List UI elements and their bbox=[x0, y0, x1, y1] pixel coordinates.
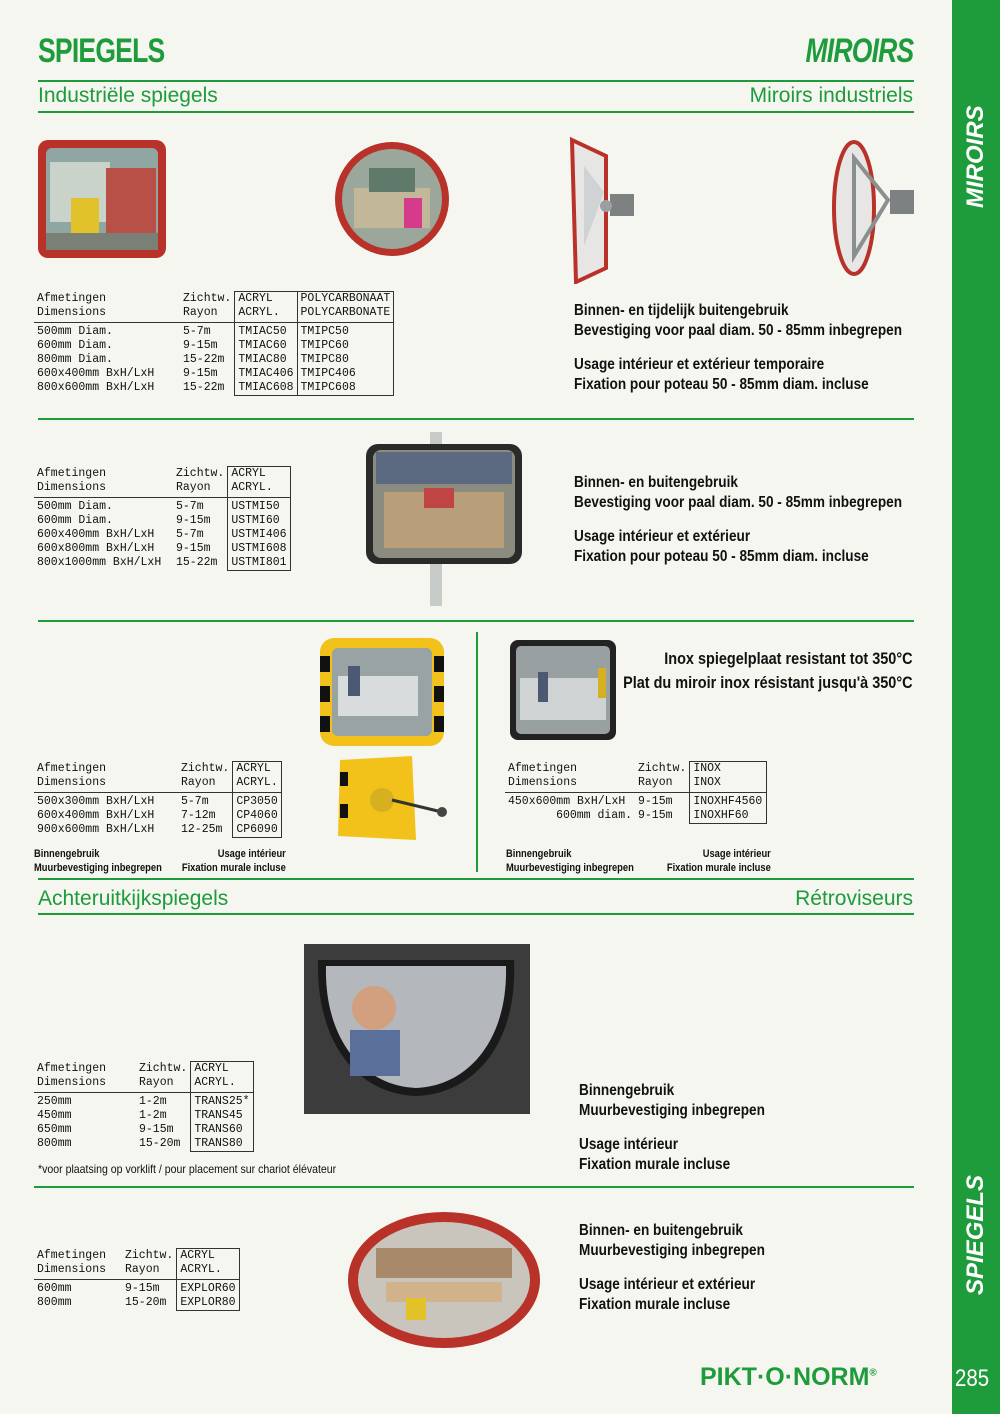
description-line: Fixation pour poteau 50 - 85mm diam. incluse bbox=[574, 376, 869, 393]
header-range-nl: Zichtw. bbox=[139, 1061, 188, 1075]
table-row bbox=[34, 1109, 253, 1123]
header-acryl-nl: ACRYL bbox=[194, 1062, 229, 1075]
page-title-fr: MIROIRS bbox=[805, 32, 913, 70]
description-line: Bevestiging voor paal diam. 50 - 85mm inbegrepen bbox=[574, 322, 903, 339]
cell-dimension: 250mm bbox=[37, 1095, 72, 1108]
description-line: Usage intérieur bbox=[579, 1136, 679, 1153]
header-range-fr: Rayon bbox=[176, 480, 211, 494]
product-table-industrial bbox=[34, 291, 394, 396]
cell-range: 5-7m bbox=[183, 325, 211, 338]
cell-code-acryl: TMIAC60 bbox=[235, 339, 297, 353]
pole-mirror-image bbox=[364, 432, 524, 606]
cell-dimension: 600x400mm BxH/LxH bbox=[37, 528, 155, 541]
note-line: Muurbevestiging inbegrepen bbox=[34, 862, 162, 874]
cell-range: 15-22m bbox=[176, 556, 218, 569]
cell-code-acryl: TMIAC50 bbox=[235, 323, 297, 340]
header-polycarbonate-fr: POLYCARBONATE bbox=[300, 306, 391, 319]
cell-dimension: 500mm Diam. bbox=[37, 500, 113, 513]
note-line: Fixation murale incluse bbox=[666, 862, 771, 874]
divider bbox=[38, 878, 914, 880]
table-row bbox=[34, 1137, 253, 1152]
section-title-nl: Industriële spiegels bbox=[38, 84, 218, 107]
description-line: Muurbevestiging inbegrepen bbox=[579, 1242, 765, 1259]
usage-note-fr bbox=[177, 847, 286, 875]
note-line: Binnengebruik bbox=[506, 848, 572, 860]
cell-code-acryl: TMIAC80 bbox=[235, 353, 297, 367]
cell-range: 9-15m bbox=[176, 542, 211, 555]
table-row bbox=[34, 1093, 253, 1110]
header-dimensions-fr: Dimensions bbox=[37, 1075, 107, 1089]
header-inox-fr: INOX bbox=[693, 776, 721, 789]
header-dimensions-nl: Afmetingen bbox=[37, 1061, 107, 1075]
cell-range: 15-20m bbox=[139, 1137, 181, 1150]
product-table-rearview bbox=[34, 1061, 254, 1152]
description-line: Inox spiegelplaat resistant tot 350°C bbox=[664, 649, 913, 668]
header-range-fr: Rayon bbox=[139, 1075, 174, 1089]
table-row bbox=[34, 1123, 253, 1137]
cell-range: 15-20m bbox=[125, 1296, 167, 1309]
cell-code: USTMI406 bbox=[228, 528, 290, 542]
cell-code: CP4060 bbox=[233, 809, 281, 823]
cell-code-acryl: TMIAC406 bbox=[235, 367, 297, 381]
description-line: Fixation pour poteau 50 - 85mm diam. incluse bbox=[574, 548, 869, 565]
cell-range: 15-22m bbox=[183, 353, 225, 366]
cell-dimension: 600x400mm BxH/LxH bbox=[37, 809, 155, 822]
safety-mirror-back-image bbox=[332, 752, 450, 844]
product-description bbox=[579, 1221, 765, 1315]
product-table-outdoor bbox=[34, 466, 291, 571]
header-dimensions-nl: Afmetingen bbox=[37, 466, 107, 480]
divider bbox=[38, 620, 914, 622]
table-row bbox=[34, 809, 281, 823]
cell-range: 9-15m bbox=[638, 809, 673, 822]
description-line: Usage intérieur et extérieur bbox=[579, 1276, 756, 1293]
header-acryl-fr: ACRYL. bbox=[194, 1076, 236, 1089]
usage-note-nl bbox=[506, 847, 634, 875]
divider bbox=[38, 80, 914, 82]
page-number: 285 bbox=[955, 1365, 990, 1392]
cell-code-polycarbonate: TMIPC608 bbox=[297, 381, 394, 396]
description-line: Bevestiging voor paal diam. 50 - 85mm inbegrepen bbox=[574, 494, 903, 511]
table-row bbox=[34, 353, 394, 367]
section-title-nl: Achteruitkijkspiegels bbox=[38, 887, 229, 910]
table-row bbox=[34, 1296, 239, 1311]
header-range-fr: Rayon bbox=[181, 775, 216, 789]
usage-note-fr bbox=[662, 847, 771, 875]
header-dimensions-fr: Dimensions bbox=[37, 1262, 107, 1276]
cell-code: USTMI801 bbox=[228, 556, 290, 571]
inox-mirror-image bbox=[508, 638, 618, 742]
cell-code: TRANS80 bbox=[191, 1137, 253, 1152]
table-row bbox=[34, 1280, 239, 1297]
table-row bbox=[34, 793, 281, 810]
header-range-fr: Rayon bbox=[638, 775, 673, 789]
header-dimensions-fr: Dimensions bbox=[37, 480, 107, 494]
cell-range: 9-15m bbox=[638, 795, 673, 808]
cell-dimension: 800mm bbox=[37, 1296, 72, 1309]
description-line: Usage intérieur et extérieur temporaire bbox=[574, 356, 825, 373]
cell-range: 7-12m bbox=[181, 809, 216, 822]
cell-dimension: 600x400mm BxH/LxH bbox=[37, 367, 155, 380]
product-description bbox=[579, 1081, 765, 1175]
header-dimensions-fr: Dimensions bbox=[37, 305, 107, 319]
section-title-fr: Rétroviseurs bbox=[795, 887, 913, 910]
registered-mark: ® bbox=[869, 1367, 877, 1379]
product-table-safety bbox=[34, 761, 282, 838]
page-title-nl: SPIEGELS bbox=[38, 32, 165, 70]
description-line: Fixation murale incluse bbox=[579, 1156, 731, 1173]
cell-range: 9-15m bbox=[125, 1282, 160, 1295]
header-dimensions-nl: Afmetingen bbox=[37, 761, 107, 775]
header-dimensions-nl: Afmetingen bbox=[508, 761, 578, 775]
cell-code: USTMI60 bbox=[228, 514, 290, 528]
vertical-divider bbox=[476, 632, 478, 872]
table-row bbox=[505, 793, 767, 810]
description-line: Binnen- en tijdelijk buitengebruik bbox=[574, 302, 789, 319]
note-line: Binnengebruik bbox=[34, 848, 100, 860]
cell-dimension: 800x600mm BxH/LxH bbox=[37, 381, 155, 394]
rectangular-mirror-image bbox=[36, 138, 168, 260]
table-row bbox=[34, 381, 394, 396]
cell-range: 9-15m bbox=[176, 514, 211, 527]
header-dimensions-nl: Afmetingen bbox=[37, 291, 107, 305]
table-row bbox=[34, 514, 290, 528]
description-line: Binnen- en buitengebruik bbox=[579, 1222, 743, 1239]
cell-dimension: 600mm diam. bbox=[556, 809, 632, 822]
cell-range: 9-15m bbox=[139, 1123, 174, 1136]
cell-dimension: 450mm bbox=[37, 1109, 72, 1122]
half-dome-mirror-image bbox=[304, 944, 530, 1114]
description-line: Binnen- en buitengebruik bbox=[574, 474, 738, 491]
dome-mirror-image bbox=[346, 1208, 542, 1350]
description-line: Fixation murale incluse bbox=[579, 1296, 731, 1313]
cell-dimension: 600mm Diam. bbox=[37, 514, 113, 527]
cell-range: 1-2m bbox=[139, 1095, 167, 1108]
cell-code: USTMI608 bbox=[228, 542, 290, 556]
product-table-dome bbox=[34, 1248, 240, 1311]
safety-mirror-image bbox=[318, 636, 446, 748]
cell-code: CP6090 bbox=[233, 823, 281, 838]
cell-range: 5-7m bbox=[176, 528, 204, 541]
cell-dimension: 600mm Diam. bbox=[37, 339, 113, 352]
sidebar-label-top: MIROIRS bbox=[962, 105, 989, 208]
divider bbox=[38, 418, 914, 420]
header-range-nl: Zichtw. bbox=[176, 466, 225, 480]
divider bbox=[38, 111, 914, 113]
header-range-fr: Rayon bbox=[183, 305, 218, 319]
cell-code: TRANS25* bbox=[191, 1093, 253, 1110]
cell-dimension: 800x1000mm BxH/LxH bbox=[37, 556, 162, 569]
cell-code: EXPLOR80 bbox=[177, 1296, 239, 1311]
header-range-nl: Zichtw. bbox=[638, 761, 687, 775]
table-row bbox=[34, 542, 290, 556]
cell-dimension: 600x800mm BxH/LxH bbox=[37, 542, 155, 555]
header-dimensions-fr: Dimensions bbox=[37, 775, 107, 789]
cell-code-polycarbonate: TMIPC60 bbox=[297, 339, 394, 353]
cell-dimension: 600mm bbox=[37, 1282, 72, 1295]
product-table-inox bbox=[505, 761, 767, 824]
table-row bbox=[34, 498, 290, 515]
cell-code: TRANS45 bbox=[191, 1109, 253, 1123]
cell-code-polycarbonate: TMIPC50 bbox=[297, 323, 394, 340]
cell-code: INOXHF4560 bbox=[690, 793, 767, 810]
cell-code: USTMI50 bbox=[228, 498, 290, 515]
description-line: Plat du miroir inox résistant jusqu'à 350°C bbox=[623, 673, 913, 692]
forklift-footnote: *voor plaatsing op vorklift / pour placement sur chariot élévateur bbox=[38, 1162, 337, 1176]
note-line: Muurbevestiging inbegrepen bbox=[506, 862, 634, 874]
table-row bbox=[34, 556, 290, 571]
table-row bbox=[34, 339, 394, 353]
product-description bbox=[574, 473, 902, 567]
cell-code-polycarbonate: TMIPC406 bbox=[297, 367, 394, 381]
product-description bbox=[574, 301, 902, 395]
header-dimensions-fr: Dimensions bbox=[508, 775, 578, 789]
cell-range: 15-22m bbox=[183, 381, 225, 394]
header-inox-nl: INOX bbox=[693, 762, 721, 775]
cell-range: 12-25m bbox=[181, 823, 223, 836]
cell-dimension: 450x600mm BxH/LxH bbox=[508, 795, 626, 808]
cell-dimension: 900x600mm BxH/LxH bbox=[37, 823, 155, 836]
brand-logo bbox=[700, 1363, 877, 1392]
inox-description bbox=[624, 647, 913, 695]
table-row bbox=[34, 823, 281, 838]
note-line: Fixation murale incluse bbox=[181, 862, 286, 874]
cell-dimension: 500x300mm BxH/LxH bbox=[37, 795, 155, 808]
cell-range: 9-15m bbox=[183, 367, 218, 380]
cell-code: CP3050 bbox=[233, 793, 281, 810]
cell-range: 5-7m bbox=[176, 500, 204, 513]
cell-dimension: 650mm bbox=[37, 1123, 72, 1136]
cell-dimension: 800mm bbox=[37, 1137, 72, 1150]
header-acryl-nl: ACRYL bbox=[231, 467, 266, 480]
cell-dimension: 800mm Diam. bbox=[37, 353, 113, 366]
header-dimensions-nl: Afmetingen bbox=[37, 1248, 107, 1262]
cell-code-polycarbonate: TMIPC80 bbox=[297, 353, 394, 367]
header-range-nl: Zichtw. bbox=[125, 1248, 174, 1262]
description-line: Muurbevestiging inbegrepen bbox=[579, 1102, 765, 1119]
header-range-fr: Rayon bbox=[125, 1262, 160, 1276]
header-acryl-nl: ACRYL bbox=[180, 1249, 215, 1262]
section-title-fr: Miroirs industriels bbox=[749, 84, 913, 107]
cell-code: TRANS60 bbox=[191, 1123, 253, 1137]
cell-code: INOXHF60 bbox=[690, 809, 767, 824]
description-line: Usage intérieur et extérieur bbox=[574, 528, 751, 545]
table-row bbox=[34, 528, 290, 542]
usage-note-nl bbox=[34, 847, 162, 875]
header-polycarbonate-nl: POLYCARBONAAT bbox=[300, 292, 391, 305]
round-mirror-side-view-image bbox=[828, 138, 920, 278]
header-range-nl: Zichtw. bbox=[181, 761, 230, 775]
cell-range: 9-15m bbox=[183, 339, 218, 352]
cell-range: 5-7m bbox=[181, 795, 209, 808]
header-acryl-fr: ACRYL. bbox=[238, 306, 280, 319]
round-mirror-image bbox=[334, 138, 452, 260]
mirror-side-view-image bbox=[566, 136, 646, 284]
sidebar-label-bottom: SPIEGELS bbox=[962, 1174, 989, 1295]
note-line: Usage intérieur bbox=[217, 848, 286, 860]
table-row bbox=[505, 809, 767, 824]
cell-dimension: 500mm Diam. bbox=[37, 325, 113, 338]
header-acryl-fr: ACRYL. bbox=[231, 481, 273, 494]
cell-code-acryl: TMIAC608 bbox=[235, 381, 297, 396]
header-range-nl: Zichtw. bbox=[183, 291, 232, 305]
table-row bbox=[34, 367, 394, 381]
header-acryl-nl: ACRYL bbox=[236, 762, 271, 775]
header-acryl-fr: ACRYL. bbox=[180, 1263, 222, 1276]
header-acryl-fr: ACRYL. bbox=[236, 776, 278, 789]
note-line: Usage intérieur bbox=[702, 848, 771, 860]
description-line: Binnengebruik bbox=[579, 1082, 675, 1099]
cell-code: EXPLOR60 bbox=[177, 1280, 239, 1297]
table-row bbox=[34, 323, 394, 340]
cell-range: 1-2m bbox=[139, 1109, 167, 1122]
divider bbox=[38, 913, 914, 915]
logo-text: PIKT·O·NORM bbox=[700, 1363, 870, 1391]
header-acryl-nl: ACRYL bbox=[238, 292, 273, 305]
divider bbox=[34, 1186, 914, 1188]
